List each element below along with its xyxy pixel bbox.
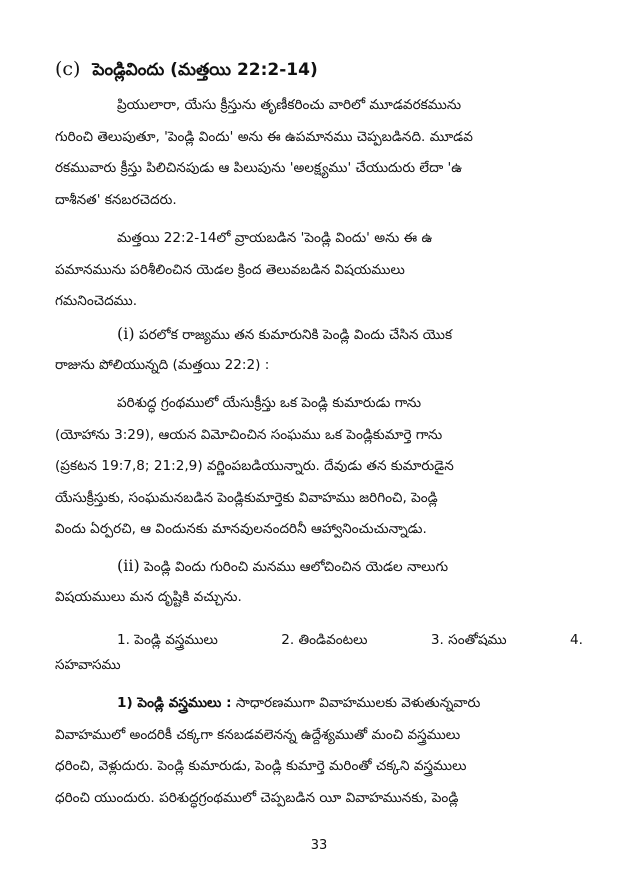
- paragraph-bride-groom: [55, 388, 583, 546]
- point-text: పరలోక రాజ్యము తన కుమారునికి పెండ్లి విందు చేసిన యొక: [138, 327, 453, 343]
- list-continuation: [55, 650, 583, 682]
- paragraph-line: యేసుక్రీస్తుకు, సంఘమనబడిన పెండ్లికుమార్తెకు వివాహము జరిగించి, పెండ్లి: [55, 489, 438, 506]
- paragraph-line: రాజును పోలియున్నది (మత్తయి 22:2) :: [55, 356, 270, 373]
- list-item: 2. తిండివంటలు: [281, 632, 368, 648]
- subheading: 1) పెండ్లి వస్త్రములు :: [117, 695, 232, 711]
- paragraph-line: (ప్రకటన 19:7,8; 21:2,9) వర్ణింపబడియున్నారు. దేవుడు తన కుమారుడైన: [55, 458, 454, 474]
- paragraph-line: (యోహాను 3:29), ఆయన విమోచించిన సంఘము ఒక పెండ్లికుమార్తె గాను: [55, 426, 443, 443]
- point-text: పెండ్లి విందు గురించి మనము ఆలోచించిన యెడల నాలుగు: [144, 559, 449, 575]
- paragraph-line: మత్తయి 22:2-14లో వ్రాయబడిన 'పెండ్లి విందు' అను ఈ ఉ: [117, 230, 433, 246]
- paragraph-scripture-reference: [55, 223, 583, 318]
- paragraph-line: గురించి తెలుపుతూ, 'పెండ్లి విందు' అను ఈ ఉపమానము చెప్పబడినది. మూడవ: [55, 128, 473, 145]
- paragraph-line: సహవాసము: [55, 657, 121, 673]
- paragraph-wedding-garments: [55, 688, 583, 814]
- list-item: 4.: [570, 632, 583, 648]
- point-marker: (ii): [117, 556, 140, 575]
- point-marker: (i): [117, 324, 135, 343]
- paragraph-point-ii: [55, 550, 583, 613]
- paragraph-line: [55, 688, 583, 720]
- page-number: 33: [310, 838, 328, 853]
- paragraph-line: పమానమును పరిశీలించిన యెడల క్రింద తెలువబడిన విషయములు: [55, 261, 405, 278]
- paragraph-line: ధరించి యుందురు. పరిశుద్ధగ్రంథములో చెప్పబడిన యీ వివాహమునకు, పెండ్లి: [55, 789, 459, 806]
- paragraph-line: విందు ఏర్పరచి, ఆ విందునకు మానవులనందరినీ ఆహ్వానించుచున్నాడు.: [55, 521, 427, 537]
- paragraph-line: రకమువారు క్రీస్తు పిలిచినపుడు ఆ పిలుపును 'అలక్ష్యము' చేయుదురు లేదా 'ఉ: [55, 160, 463, 176]
- paragraph-line: [55, 550, 583, 582]
- section-marker: (c): [55, 58, 81, 80]
- paragraph-line: విషయములు మన దృష్టికి వచ్చును.: [55, 588, 242, 605]
- paragraph-line: [55, 318, 583, 350]
- section-heading: [55, 58, 318, 84]
- paragraph-line: పరిశుద్ధ గ్రంథములో యేసుక్రీస్తు ఒక పెండ్లి కుమారుడు గాను: [117, 395, 422, 411]
- paragraph-intro: [55, 90, 583, 216]
- paragraph-point-i: [55, 318, 583, 381]
- list-item: 1. పెండ్లి వస్త్రములు: [117, 632, 218, 648]
- section-title: పెండ్లివిందు (మత్తయి 22:2-14): [92, 60, 318, 80]
- paragraph-line: దాశీనత' కనబరచెదరు.: [55, 191, 177, 208]
- subheading-text: సాధారణముగా వివాహములకు వెళుతున్నవారు: [235, 695, 481, 711]
- paragraph-line: గమనించెదము.: [55, 293, 138, 309]
- paragraph-line: ధరించి, వెళ్లుదురు. పెండ్లి కుమారుడు, పెండ్లి కుమార్తె మరింతో చక్కని వస్త్రములు: [55, 758, 467, 774]
- paragraph-line: ప్రియులారా, యేసు క్రీస్తును తృణీకరించు వారిలో మూడవరకమును: [117, 97, 462, 113]
- paragraph-line: వివాహములో అందరికీ చక్కగా కనబడవలెనన్న ఉద్దేశ్యముతో మంచి వస్త్రములు: [55, 726, 461, 743]
- list-item: 3. సంతోషము: [430, 632, 507, 648]
